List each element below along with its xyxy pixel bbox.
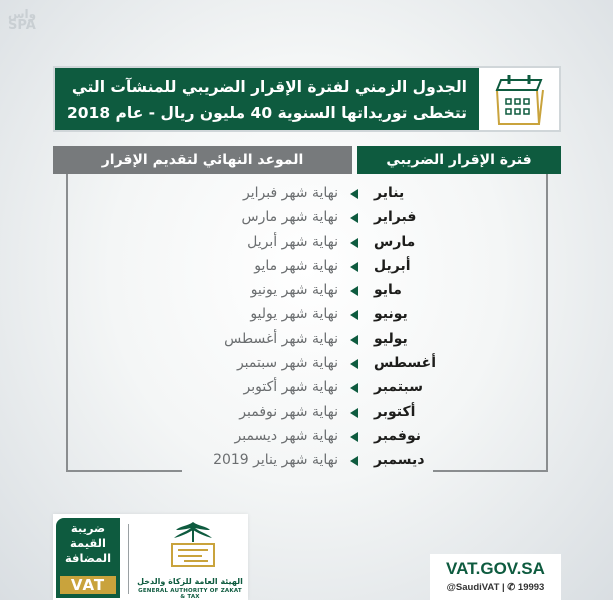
deadline-label: نهاية شهر مارس — [241, 209, 338, 226]
logo-divider — [128, 524, 129, 594]
deadline-label: نهاية شهر أبريل — [247, 233, 338, 250]
header-deadline: الموعد النهائي لتقديم الإقرار — [53, 146, 352, 174]
banner-title — [67, 74, 467, 126]
month-label: نوفمبر — [374, 427, 422, 444]
schedule-row — [0, 448, 613, 472]
month-label: ديسمبر — [374, 452, 425, 469]
arrow-left-icon — [350, 383, 358, 393]
month-label: يوليو — [374, 330, 408, 347]
month-label: سبتمبر — [374, 379, 424, 396]
deadline-label: نهاية شهر فبراير — [243, 185, 338, 201]
watermark-ar: واس — [8, 7, 37, 21]
arrow-left-icon — [350, 238, 358, 248]
spa-watermark — [8, 8, 36, 32]
vat-logo-text: VAT — [60, 576, 116, 594]
deadline-label: نهاية شهر يونيو — [250, 282, 338, 299]
schedule-row — [0, 327, 613, 351]
banner-title-line1: الجدول الزمني لفترة الإقرار الضريبي للمنشآت التي — [71, 78, 467, 96]
website-url[interactable]: VAT.GOV.SA — [446, 559, 545, 578]
vat-logo-line1: ضريبة — [70, 521, 106, 535]
deadline-label: نهاية شهر نوفمبر — [239, 403, 338, 420]
month-label: أكتوبر — [374, 403, 416, 420]
schedule-row — [0, 400, 613, 424]
arrow-left-icon — [350, 189, 358, 199]
arrow-left-icon — [350, 262, 358, 272]
schedule-row — [0, 302, 613, 326]
vat-logo-line3: المضافة — [64, 551, 112, 565]
arrow-left-icon — [350, 456, 358, 466]
schedule-row — [0, 424, 613, 448]
deadline-label: نهاية شهر سبتمبر — [236, 355, 338, 372]
title-banner — [53, 66, 561, 132]
arrow-left-icon — [350, 335, 358, 345]
zakat-authority-name-ar: الهيئة العامة للزكاة والدخل — [137, 577, 243, 586]
schedule-row — [0, 278, 613, 302]
logos-card — [53, 514, 248, 600]
month-label: أبريل — [374, 257, 411, 274]
month-label: مارس — [374, 233, 416, 250]
watermark-en: SPA — [8, 18, 36, 33]
arrow-left-icon — [350, 359, 358, 369]
arrow-left-icon — [350, 286, 358, 296]
month-label: أغسطس — [374, 355, 437, 372]
zakat-authority-name-en: GENERAL AUTHORITY OF ZAKAT & TAX — [138, 588, 242, 600]
month-label: فبراير — [374, 209, 417, 226]
header-tax-period: فترة الإقرار الضريبي — [357, 146, 561, 174]
schedule-row — [0, 230, 613, 254]
schedule-row — [0, 205, 613, 229]
arrow-left-icon — [350, 310, 358, 320]
deadline-label: نهاية شهر ديسمبر — [234, 427, 338, 444]
calendar-icon — [479, 68, 559, 130]
contact-info: @SaudiVAT | ✆ 19993 — [446, 582, 545, 593]
schedule-row — [0, 254, 613, 278]
vat-logo — [56, 518, 120, 598]
arrow-left-icon — [350, 432, 358, 442]
arrow-left-icon — [350, 408, 358, 418]
banner-title-line2: تتخطى توريداتها السنوية 40 مليون ريال - عام 2018 — [66, 104, 467, 122]
calendar-icon-box — [479, 68, 559, 130]
zakat-authority-emblem-icon — [158, 520, 228, 570]
website-card — [430, 554, 561, 600]
deadline-label: نهاية شهر مايو — [254, 257, 338, 274]
month-label: مايو — [374, 282, 402, 299]
month-label: يونيو — [374, 306, 408, 323]
deadline-label: نهاية شهر أكتوبر — [243, 379, 338, 396]
schedule-row — [0, 351, 613, 375]
schedule-rows — [0, 181, 613, 473]
schedule-row — [0, 181, 613, 205]
deadline-label: نهاية شهر يناير 2019 — [213, 452, 338, 469]
vat-logo-line2: القيمة — [70, 536, 106, 550]
schedule-row — [0, 375, 613, 399]
deadline-label: نهاية شهر يوليو — [250, 306, 338, 323]
arrow-left-icon — [350, 213, 358, 223]
deadline-label: نهاية شهر أغسطس — [224, 330, 338, 347]
month-label: يناير — [374, 185, 405, 201]
